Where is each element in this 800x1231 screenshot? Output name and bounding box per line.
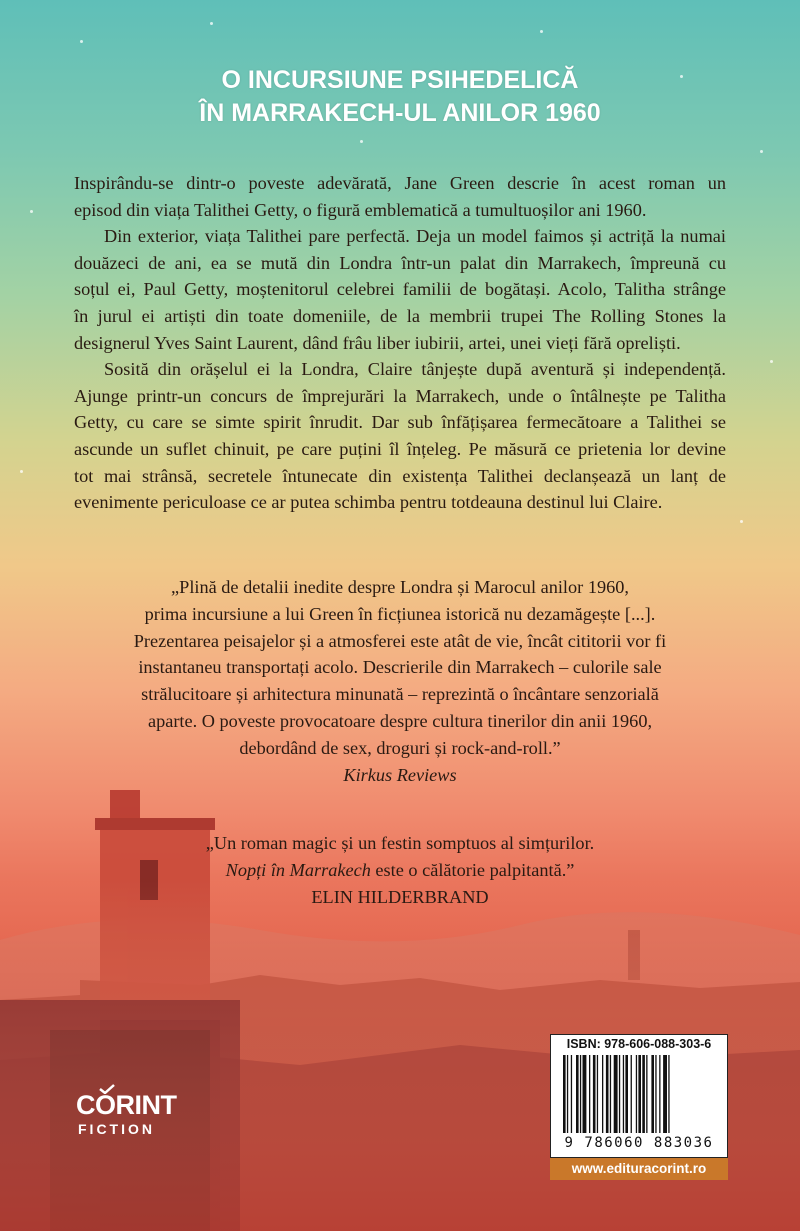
blurb-line-2 (150, 857, 650, 884)
barcode-bar (636, 1055, 637, 1133)
blurb-line-2-rest: este o călătorie palpitantă.” (370, 859, 575, 880)
barcode-bar (583, 1055, 587, 1133)
sparkle-dot (760, 150, 763, 153)
barcode-bar (567, 1055, 568, 1133)
barcode-bar (651, 1055, 654, 1133)
barcode-bar (576, 1055, 579, 1133)
sparkle-dot (30, 210, 33, 213)
headline-line-1: O INCURSIUNE PSIHEDELICĂ (221, 66, 579, 94)
book-title: Nopți în Marrakech (225, 859, 371, 880)
barcode-bar (614, 1055, 618, 1133)
barcode-bar (625, 1055, 628, 1133)
barcode-bar (606, 1055, 609, 1133)
sparkle-dot (80, 40, 83, 43)
barcode-bar (659, 1055, 660, 1133)
barcode-bar (610, 1055, 611, 1133)
description-line: Din exterior, viața Talithei pare perfectă. Deja un model faimos și actriță la numai (104, 226, 726, 247)
barcode-bar (668, 1055, 669, 1133)
isbn-barcode-box (550, 1034, 728, 1158)
book-description (74, 170, 726, 516)
review-line: prima incursiune a lui Green în ficțiunea istorică nu dezamăgește [...]. (144, 603, 656, 624)
isbn-digits: 9 786060 883036 (564, 1135, 714, 1151)
back-cover-headline (0, 64, 800, 130)
author-blurb (150, 830, 650, 910)
barcode-bar (655, 1055, 656, 1133)
description-line: în jurul ei artiști din toate domeniile, de la membrii trupei The Rolling Stones la (74, 305, 726, 326)
description-line: evenimente periculoase ce ar putea schimba pentru totdeauna destinul lui Claire. (74, 492, 663, 513)
review-line: „Plină de detalii inedite despre Londra și Marocul anilor 1960, (171, 577, 629, 597)
headline-line-2: ÎN MARRAKECH-UL ANILOR 1960 (199, 99, 601, 127)
review-line: strălucitoare și arhitectura minunată – reprezintă o încântare senzorială (141, 684, 659, 705)
blurb-author: ELIN HILDERBRAND (311, 886, 489, 907)
sparkle-dot (210, 22, 213, 25)
publisher-imprint: FICTION (78, 1121, 155, 1137)
description-line: Inspirându-se dintr-o poveste adevărată, Jane Green descrie în acest roman un (74, 173, 726, 193)
description-line: designerul Yves Saint Laurent, dând frâu liber iubirii, artei, unei vieți fără opreliști. (74, 332, 681, 353)
barcode-bar (663, 1055, 667, 1133)
barcode-bar (602, 1055, 603, 1133)
description-line: Sosită din orășelul ei la Londra, Claire tânjește după aventură și independență. (104, 359, 726, 380)
publisher-logo (76, 1090, 186, 1138)
barcode-bar (563, 1055, 566, 1133)
review-line: Prezentarea peisajelor și a atmosferei este atât de vie, încât cititorii vor fi (133, 630, 667, 651)
barcode-bar (619, 1055, 620, 1133)
kirkus-review-quote (74, 574, 726, 788)
publisher-website[interactable]: www.edituracorint.ro (550, 1158, 728, 1180)
review-line: instantaneu transportați acolo. Descrierile din Marrakech – culorile sale (138, 657, 662, 678)
barcode-bar (642, 1055, 645, 1133)
barcode-bar (571, 1055, 572, 1133)
barcode-graphic (561, 1055, 717, 1135)
isbn-label: ISBN: 978-606-088-303-6 (566, 1037, 712, 1051)
description-line: episod din viața Talithei Getty, o figură emblematică a tumultuoșilor ani 1960. (74, 199, 647, 220)
description-line: soțul ei, Paul Getty, moștenitorul celebrei familii de bogătași. Acolo, Talitha strânge (74, 279, 726, 300)
review-line: debordând de sex, droguri și rock-and-roll.” (239, 737, 561, 758)
barcode-bar (593, 1055, 596, 1133)
barcode-bar (580, 1055, 581, 1133)
review-source: Kirkus Reviews (343, 764, 457, 785)
barcode-bar (597, 1055, 598, 1133)
sparkle-dot (540, 30, 543, 33)
description-line: tot mai strânsă, secretele întunecate din existența Talithei declanșează un lanț de (74, 465, 726, 486)
review-line: aparte. O poveste provocatoare despre cultura tinerilor din anii 1960, (147, 710, 653, 731)
sparkle-dot (770, 360, 773, 363)
barcode-bar (638, 1055, 641, 1133)
blurb-line-1: „Un roman magic și un festin somptuos al simțurilor. (205, 833, 595, 853)
publisher-brand: CORINT (76, 1090, 177, 1120)
sparkle-dot (360, 140, 363, 143)
barcode-bar (589, 1055, 590, 1133)
description-line: Getty, cu care se simte spirit înrudit. Dar sub înfățișarea fermecătoare a Talithei se (74, 412, 726, 433)
description-line: ascunde un suflet chinuit, pe care puțini îl înțeleg. Pe măsură ce prietenia lor devine (74, 438, 726, 459)
checkmark-icon (99, 1084, 115, 1094)
barcode-bar (646, 1055, 647, 1133)
sparkle-dot (740, 520, 743, 523)
barcode-bar (631, 1055, 632, 1133)
sparkle-dot (20, 470, 23, 473)
description-line: douăzeci de ani, ea se mută din Londra într-un palat din Marrakech, împreună cu (74, 252, 726, 273)
description-line: Ajunge printr-un concurs de împrejurări la Marrakech, unde o întâlnește pe Talitha (74, 385, 726, 406)
barcode-bar (623, 1055, 624, 1133)
